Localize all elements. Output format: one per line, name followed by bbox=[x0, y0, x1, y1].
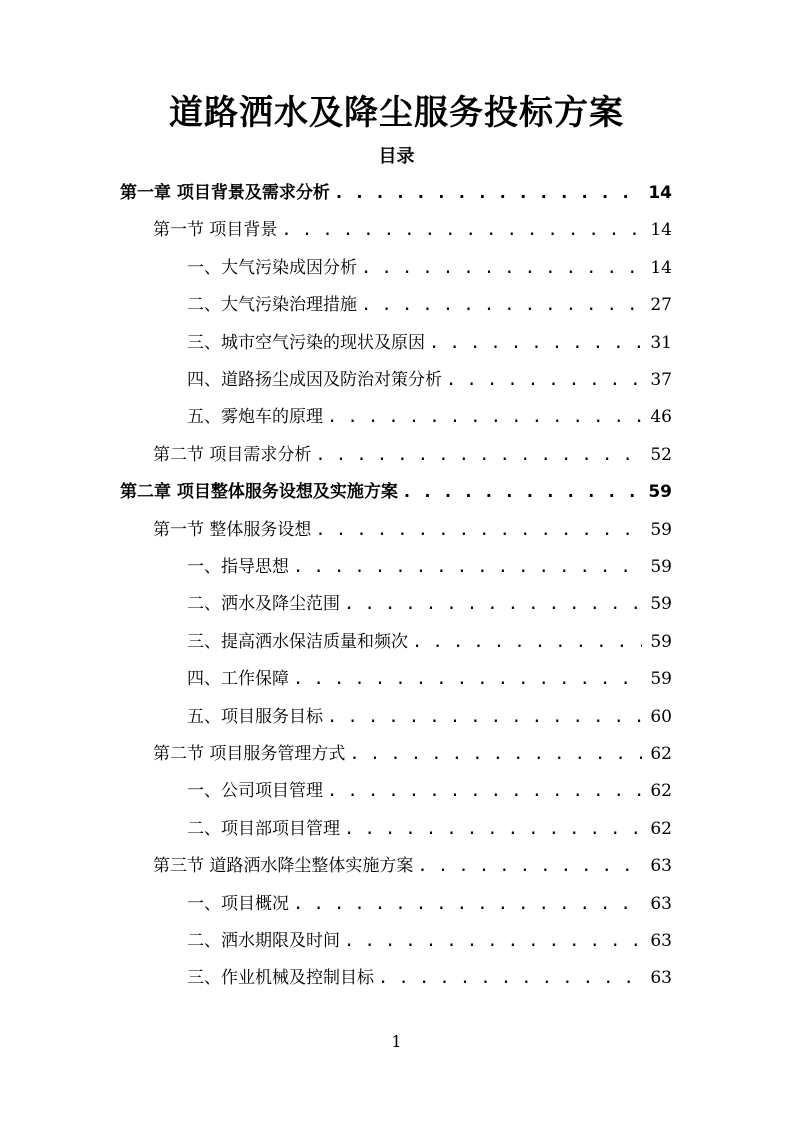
toc-entry[interactable] bbox=[153, 848, 672, 885]
toc-entry-page: 37 bbox=[650, 370, 672, 390]
toc-entry-page: 63 bbox=[650, 893, 672, 914]
toc-entry[interactable] bbox=[187, 811, 672, 848]
toc-dot-leader bbox=[402, 474, 642, 511]
toc-dot-leader bbox=[281, 212, 642, 249]
toc-entry-page: 63 bbox=[650, 856, 672, 877]
toc-entry-page: 31 bbox=[650, 332, 672, 353]
toc-entry-title: 四、道路扬尘成因及防治对策分析 bbox=[187, 370, 442, 390]
toc-dot-leader bbox=[361, 250, 642, 287]
toc-entry-page: 14 bbox=[650, 257, 672, 278]
toc-entry-title: 第一节 项目背景 bbox=[153, 220, 278, 241]
toc-entry-title: 第二节 项目需求分析 bbox=[153, 444, 312, 465]
toc-entry-title: 一、大气污染成因分析 bbox=[187, 257, 357, 278]
toc-dot-leader bbox=[315, 512, 642, 549]
page-number: 1 bbox=[391, 1032, 402, 1051]
toc-entry[interactable] bbox=[187, 586, 672, 623]
toc-entry[interactable] bbox=[187, 661, 672, 698]
toc-entry[interactable] bbox=[187, 624, 672, 661]
toc-entry[interactable] bbox=[153, 512, 672, 549]
toc-entry-page: 63 bbox=[650, 968, 672, 989]
toc-entry-title: 一、公司项目管理 bbox=[187, 781, 323, 802]
toc-entry-title: 一、项目概况 bbox=[187, 893, 289, 914]
toc-entry-page: 59 bbox=[650, 631, 672, 652]
toc-entry-title: 第二章 项目整体服务设想及实施方案 bbox=[120, 482, 398, 503]
toc-entry-page: 59 bbox=[650, 669, 672, 690]
toc-entry[interactable] bbox=[187, 250, 672, 287]
toc-entry-title: 五、雾炮车的原理 bbox=[187, 407, 323, 428]
toc-entry-page: 62 bbox=[650, 781, 672, 802]
toc-entry[interactable] bbox=[187, 362, 672, 399]
toc-entry-title: 二、项目部项目管理 bbox=[187, 818, 340, 839]
toc-entry-title: 第一节 整体服务设想 bbox=[153, 519, 312, 540]
toc-entry[interactable] bbox=[120, 175, 672, 212]
toc-entry-page: 59 bbox=[650, 519, 672, 540]
toc-entry-title: 三、作业机械及控制目标 bbox=[187, 968, 374, 989]
toc-dot-leader bbox=[293, 661, 642, 698]
toc-dot-leader bbox=[334, 175, 642, 212]
toc-entry[interactable] bbox=[187, 549, 672, 586]
toc-dot-leader bbox=[344, 811, 642, 848]
toc-entry-title: 二、洒水及降尘范围 bbox=[187, 594, 340, 615]
toc-entry-title: 二、大气污染治理措施 bbox=[187, 295, 357, 316]
toc-entry[interactable] bbox=[187, 886, 672, 923]
toc-entry[interactable] bbox=[120, 474, 672, 511]
toc-dot-leader bbox=[327, 773, 642, 810]
toc-dot-leader bbox=[429, 325, 642, 362]
toc-dot-leader bbox=[293, 886, 642, 923]
toc-entry[interactable] bbox=[187, 923, 672, 960]
toc-entry-title: 五、项目服务目标 bbox=[187, 706, 323, 727]
toc-entry[interactable] bbox=[153, 212, 672, 249]
toc-entry[interactable] bbox=[187, 699, 672, 736]
toc-entry-title: 三、城市空气污染的现状及原因 bbox=[187, 332, 425, 353]
toc-entry-page: 62 bbox=[650, 744, 672, 764]
toc-entry-title: 第一章 项目背景及需求分析 bbox=[120, 183, 330, 203]
toc-entry[interactable] bbox=[153, 736, 672, 773]
toc-entry-page: 59 bbox=[650, 557, 672, 577]
toc-dot-leader bbox=[417, 848, 642, 885]
toc-entry-title: 四、工作保障 bbox=[187, 669, 289, 690]
toc-entry[interactable] bbox=[187, 399, 672, 436]
toc-dot-leader bbox=[361, 287, 642, 324]
toc-dot-leader bbox=[327, 399, 642, 436]
document-title: 道路洒水及降尘服务投标方案 bbox=[169, 93, 624, 133]
toc-dot-leader bbox=[349, 736, 642, 773]
toc-dot-leader bbox=[412, 624, 642, 661]
toc-entry[interactable] bbox=[187, 773, 672, 810]
toc-entry-page: 62 bbox=[650, 818, 672, 839]
toc-dot-leader bbox=[315, 437, 642, 474]
toc-entry-title: 二、洒水期限及时间 bbox=[187, 931, 340, 951]
toc-entry-page: 14 bbox=[650, 220, 672, 241]
toc-entry-title: 一、指导思想 bbox=[187, 557, 289, 577]
toc-entry-page: 46 bbox=[650, 407, 672, 428]
toc-entry-title: 第二节 项目服务管理方式 bbox=[153, 744, 346, 764]
toc-dot-leader bbox=[446, 362, 642, 399]
toc-entry-title: 第三节 道路洒水降尘整体实施方案 bbox=[153, 856, 414, 877]
toc-entry[interactable] bbox=[187, 287, 672, 324]
toc-entry-page: 60 bbox=[650, 706, 672, 727]
toc-entry-page: 27 bbox=[650, 295, 672, 316]
toc-entry-page: 52 bbox=[650, 444, 672, 465]
toc-entry-page: 14 bbox=[648, 183, 672, 203]
toc-entry[interactable] bbox=[187, 325, 672, 362]
toc-entry-page: 63 bbox=[650, 931, 672, 951]
toc-dot-leader bbox=[344, 923, 642, 960]
toc-entry-page: 59 bbox=[648, 482, 672, 503]
toc-entry[interactable] bbox=[187, 960, 672, 997]
toc-entry-title: 三、提高洒水保洁质量和频次 bbox=[187, 631, 408, 652]
toc-dot-leader bbox=[327, 699, 642, 736]
toc-dot-leader bbox=[378, 960, 642, 997]
toc-dot-leader bbox=[344, 586, 642, 623]
toc-entry-page: 59 bbox=[650, 594, 672, 615]
toc-entry[interactable] bbox=[153, 437, 672, 474]
toc-heading: 目录 bbox=[378, 146, 415, 167]
toc-dot-leader bbox=[293, 549, 642, 586]
